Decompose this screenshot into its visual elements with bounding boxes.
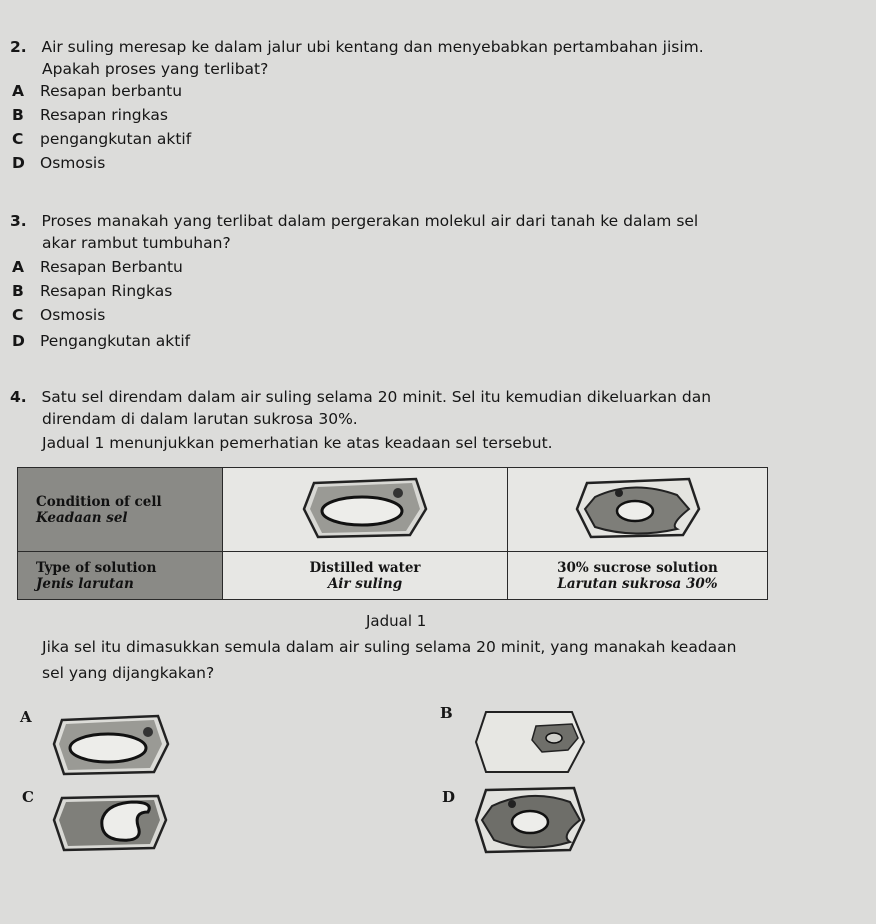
q3-option-d[interactable]: D Pengangkutan aktif	[12, 332, 191, 350]
plasmolysed-cell-icon	[573, 473, 703, 543]
q4-question-1: Jika sel itu dimasukkan semula dalam air suling selama 20 minit, yang manakah keadaan	[42, 638, 737, 656]
answer-d-cell-icon[interactable]	[472, 784, 588, 856]
q4-number: 4.	[10, 388, 27, 406]
q3-option-b[interactable]: B Resapan Ringkas	[12, 282, 173, 300]
q2-option-d[interactable]: D Osmosis	[12, 154, 106, 172]
q2-option-c[interactable]: C pengangkutan aktif	[12, 130, 192, 148]
q3-option-c[interactable]: C Osmosis	[12, 306, 106, 324]
q3-number: 3.	[10, 212, 27, 230]
q3-text-2: akar rambut tumbuhan?	[42, 234, 231, 252]
answer-a-label: A	[20, 708, 32, 726]
table-caption: Jadual 1	[366, 612, 427, 630]
row-condition-header: Condition of cell Keadaan sel	[18, 468, 223, 552]
q2-option-a[interactable]: A Resapan berbantu	[12, 82, 183, 100]
q2-number: 2.	[10, 38, 27, 56]
q2-option-b[interactable]: B Resapan ringkas	[12, 106, 168, 124]
q2-line1	[10, 36, 704, 58]
answer-c-cell-icon[interactable]	[50, 790, 170, 854]
cell-distilled-water-image	[223, 468, 508, 552]
q3-option-a[interactable]: A Resapan Berbantu	[12, 258, 183, 276]
row-solution-header: Type of solution Jenis larutan	[18, 552, 223, 600]
q4-text-3: Jadual 1 menunjukkan pemerhatian ke atas keadaan sel tersebut.	[42, 434, 553, 452]
answer-b-label: B	[440, 704, 453, 722]
answer-a-cell-icon[interactable]	[50, 712, 172, 778]
answer-d-label: D	[442, 788, 456, 806]
q4-text-1: Satu sel direndam dalam air suling selama 20 minit. Sel itu kemudian dikeluarkan dan	[41, 388, 712, 406]
q2-text-1: Air suling meresap ke dalam jalur ubi kentang dan menyebabkan pertambahan jisim.	[41, 38, 704, 56]
cell-sucrose-image	[508, 468, 768, 552]
q4-line1	[10, 386, 711, 408]
cell-distilled-water-label: Distilled water Air suling	[223, 552, 508, 600]
q3-text-1: Proses manakah yang terlibat dalam pergerakan molekul air dari tanah ke dalam sel	[41, 212, 699, 230]
q3-line1	[10, 210, 698, 232]
q4-text-2: direndam di dalam larutan sukrosa 30%.	[42, 410, 358, 428]
q2-text-2: Apakah proses yang terlibat?	[42, 60, 269, 78]
q4-question-2: sel yang dijangkakan?	[42, 664, 215, 682]
cell-sucrose-label: 30% sucrose solution Larutan sukrosa 30%	[508, 552, 768, 600]
turgid-cell-icon	[300, 473, 430, 543]
observation-table	[17, 467, 768, 600]
answer-c-label: C	[22, 788, 34, 806]
answer-b-cell-icon[interactable]	[472, 706, 588, 778]
